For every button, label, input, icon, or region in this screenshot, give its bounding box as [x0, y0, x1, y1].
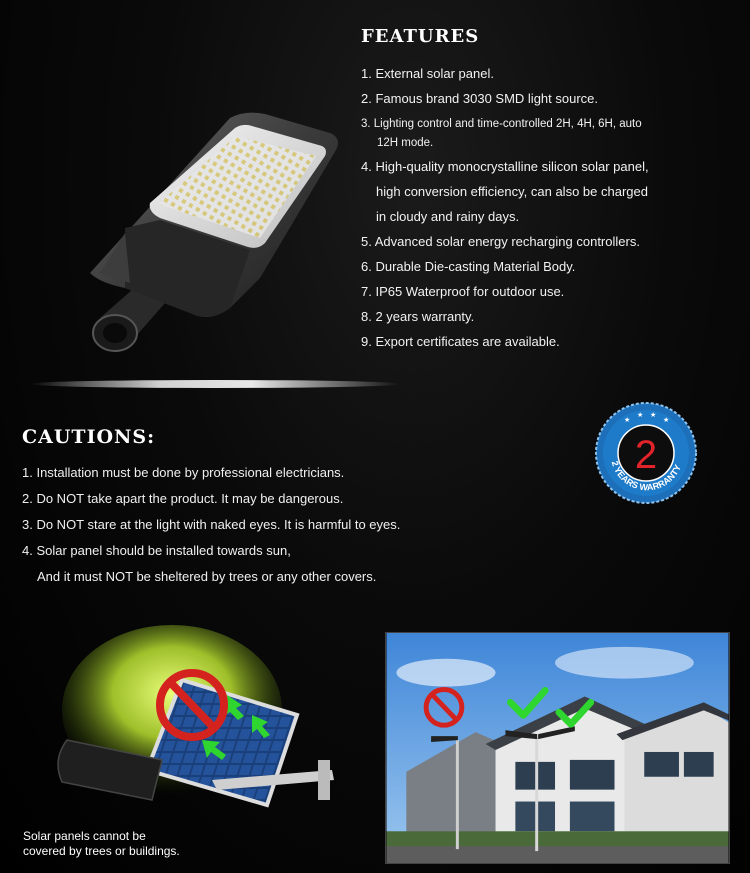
features-list: [361, 61, 741, 354]
feature-item: 2. Famous brand 3030 SMD light source.: [361, 91, 599, 106]
feature-item-continued: in cloudy and rainy days.: [376, 209, 520, 224]
caution-item: 3. Do NOT stare at the light with naked eyes. It is harmful to eyes.: [22, 517, 401, 532]
star-icon: ★: [637, 411, 644, 419]
caption-line: covered by trees or buildings.: [23, 844, 180, 858]
feature-item: 6. Durable Die-casting Material Body.: [361, 259, 576, 274]
star-icon: ★: [663, 416, 670, 424]
features-section: [361, 26, 741, 354]
feature-item: 4. High-quality monocrystalline silicon solar panel,: [361, 159, 649, 174]
cautions-list: [22, 460, 582, 590]
shading-caption: [23, 829, 180, 859]
caption-line: Solar panels cannot be: [23, 829, 146, 843]
badge-number: 2: [634, 433, 658, 477]
caution-item: 4. Solar panel should be installed towards sun,: [22, 543, 291, 558]
cautions-section: [22, 426, 582, 590]
feature-item: 1. External solar panel.: [361, 66, 494, 81]
installation-photo: [385, 632, 730, 864]
star-icon: ★: [650, 411, 657, 419]
features-title: FEATURES: [361, 26, 480, 47]
feature-item: 3. Lighting control and time-controlled 2H, 4H, 6H, auto: [361, 118, 642, 130]
cautions-title: CAUTIONS:: [22, 426, 156, 448]
warranty-badge: [593, 400, 699, 506]
feature-item: 9. Export certificates are available.: [361, 334, 560, 349]
feature-item-continued: 12H mode.: [377, 137, 434, 149]
caution-item-continued: And it must NOT be sheltered by trees or any other covers.: [37, 569, 377, 584]
caution-item: 2. Do NOT take apart the product. It may be dangerous.: [22, 491, 344, 506]
feature-item: 8. 2 years warranty.: [361, 309, 475, 324]
caution-item: 1. Installation must be done by professional electricians.: [22, 465, 345, 480]
feature-item-continued: high conversion efficiency, can also be charged: [376, 184, 648, 199]
star-icon: ★: [624, 416, 631, 424]
feature-item: 5. Advanced solar energy recharging controllers.: [361, 234, 640, 249]
badge-text: 2 YEARS WARRANTY: [609, 459, 683, 493]
lamp-reflection: [30, 380, 400, 388]
street-lamp-image: [30, 108, 360, 398]
feature-item: 7. IP65 Waterproof for outdoor use.: [361, 284, 565, 299]
